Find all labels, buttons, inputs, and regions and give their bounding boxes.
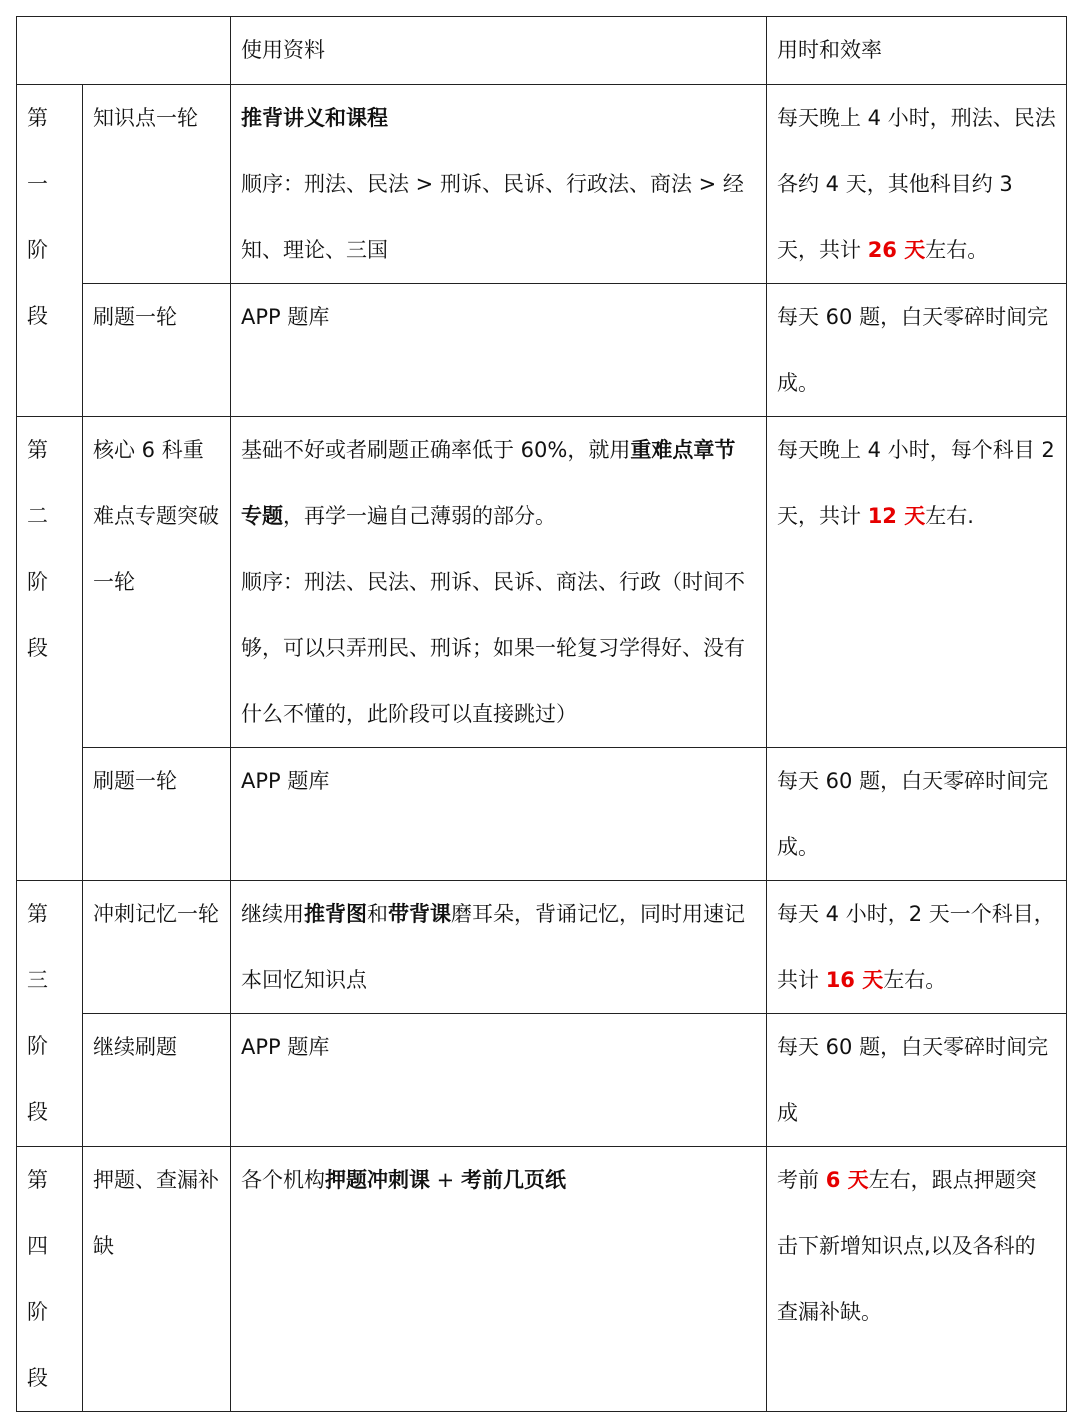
time-cell: 考前 6 天左右，跟点押题突击下新增知识点,以及各科的查漏补缺。	[767, 1147, 1067, 1412]
task-cell: 刷题一轮	[83, 748, 231, 881]
header-row	[17, 17, 1067, 85]
materials-cell: 基础不好或者刷题正确率低于 60%，就用重难点章节专题，再学一遍自己薄弱的部分。 顺序：刑法、民法、刑诉、民诉、商法、行政（时间不够，可以只弄刑民、刑诉；如果一轮复习学得好、没有什么不懂的，此阶段可以直接跳过）	[231, 417, 767, 748]
stage-label: 第 三 阶 段	[17, 881, 83, 1147]
table-row	[17, 85, 1067, 284]
days-highlight: 16 天	[825, 968, 884, 992]
task-cell: 继续刷题	[83, 1014, 231, 1147]
days-highlight: 6 天	[825, 1168, 869, 1192]
study-plan-table	[16, 16, 1067, 1412]
time-cell: 每天 60 题，白天零碎时间完成	[767, 1014, 1067, 1147]
table-row	[17, 1014, 1067, 1147]
materials-cell: 各个机构押题冲刺课 + 考前几页纸	[231, 1147, 767, 1412]
task-cell: 知识点一轮	[83, 85, 231, 284]
time-cell: 每天晚上 4 小时，每个科目 2 天，共计 12 天左右.	[767, 417, 1067, 748]
materials-cell: APP 题库	[231, 1014, 767, 1147]
materials-cell: 继续用推背图和带背课磨耳朵，背诵记忆，同时用速记本回忆知识点	[231, 881, 767, 1014]
stage-label: 第 四 阶 段	[17, 1147, 83, 1412]
table-row	[17, 284, 1067, 417]
materials-cell: 推背讲义和课程 顺序：刑法、民法 > 刑诉、民诉、行政法、商法 > 经知、理论、三国	[231, 85, 767, 284]
task-cell: 押题、查漏补缺	[83, 1147, 231, 1412]
task-cell: 核心 6 科重难点专题突破一轮	[83, 417, 231, 748]
days-highlight: 12 天	[867, 504, 926, 528]
header-blank-cell	[17, 17, 231, 85]
time-cell: 每天晚上 4 小时，刑法、民法各约 4 天，其他科目约 3 天，共计 26 天左右。	[767, 85, 1067, 284]
task-cell: 刷题一轮	[83, 284, 231, 417]
stage-label: 第 二 阶 段	[17, 417, 83, 881]
table-row	[17, 1147, 1067, 1412]
materials-cell: APP 题库	[231, 284, 767, 417]
task-cell: 冲刺记忆一轮	[83, 881, 231, 1014]
table-row	[17, 748, 1067, 881]
time-cell: 每天 4 小时，2 天一个科目，共计 16 天左右。	[767, 881, 1067, 1014]
header-materials: 使用资料	[231, 17, 767, 85]
table-row	[17, 417, 1067, 748]
time-cell: 每天 60 题，白天零碎时间完成。	[767, 748, 1067, 881]
time-cell: 每天 60 题，白天零碎时间完成。	[767, 284, 1067, 417]
stage-label: 第 一 阶 段	[17, 85, 83, 417]
table-row	[17, 881, 1067, 1014]
header-time: 用时和效率	[767, 17, 1067, 85]
materials-cell: APP 题库	[231, 748, 767, 881]
days-highlight: 26 天	[867, 238, 926, 262]
